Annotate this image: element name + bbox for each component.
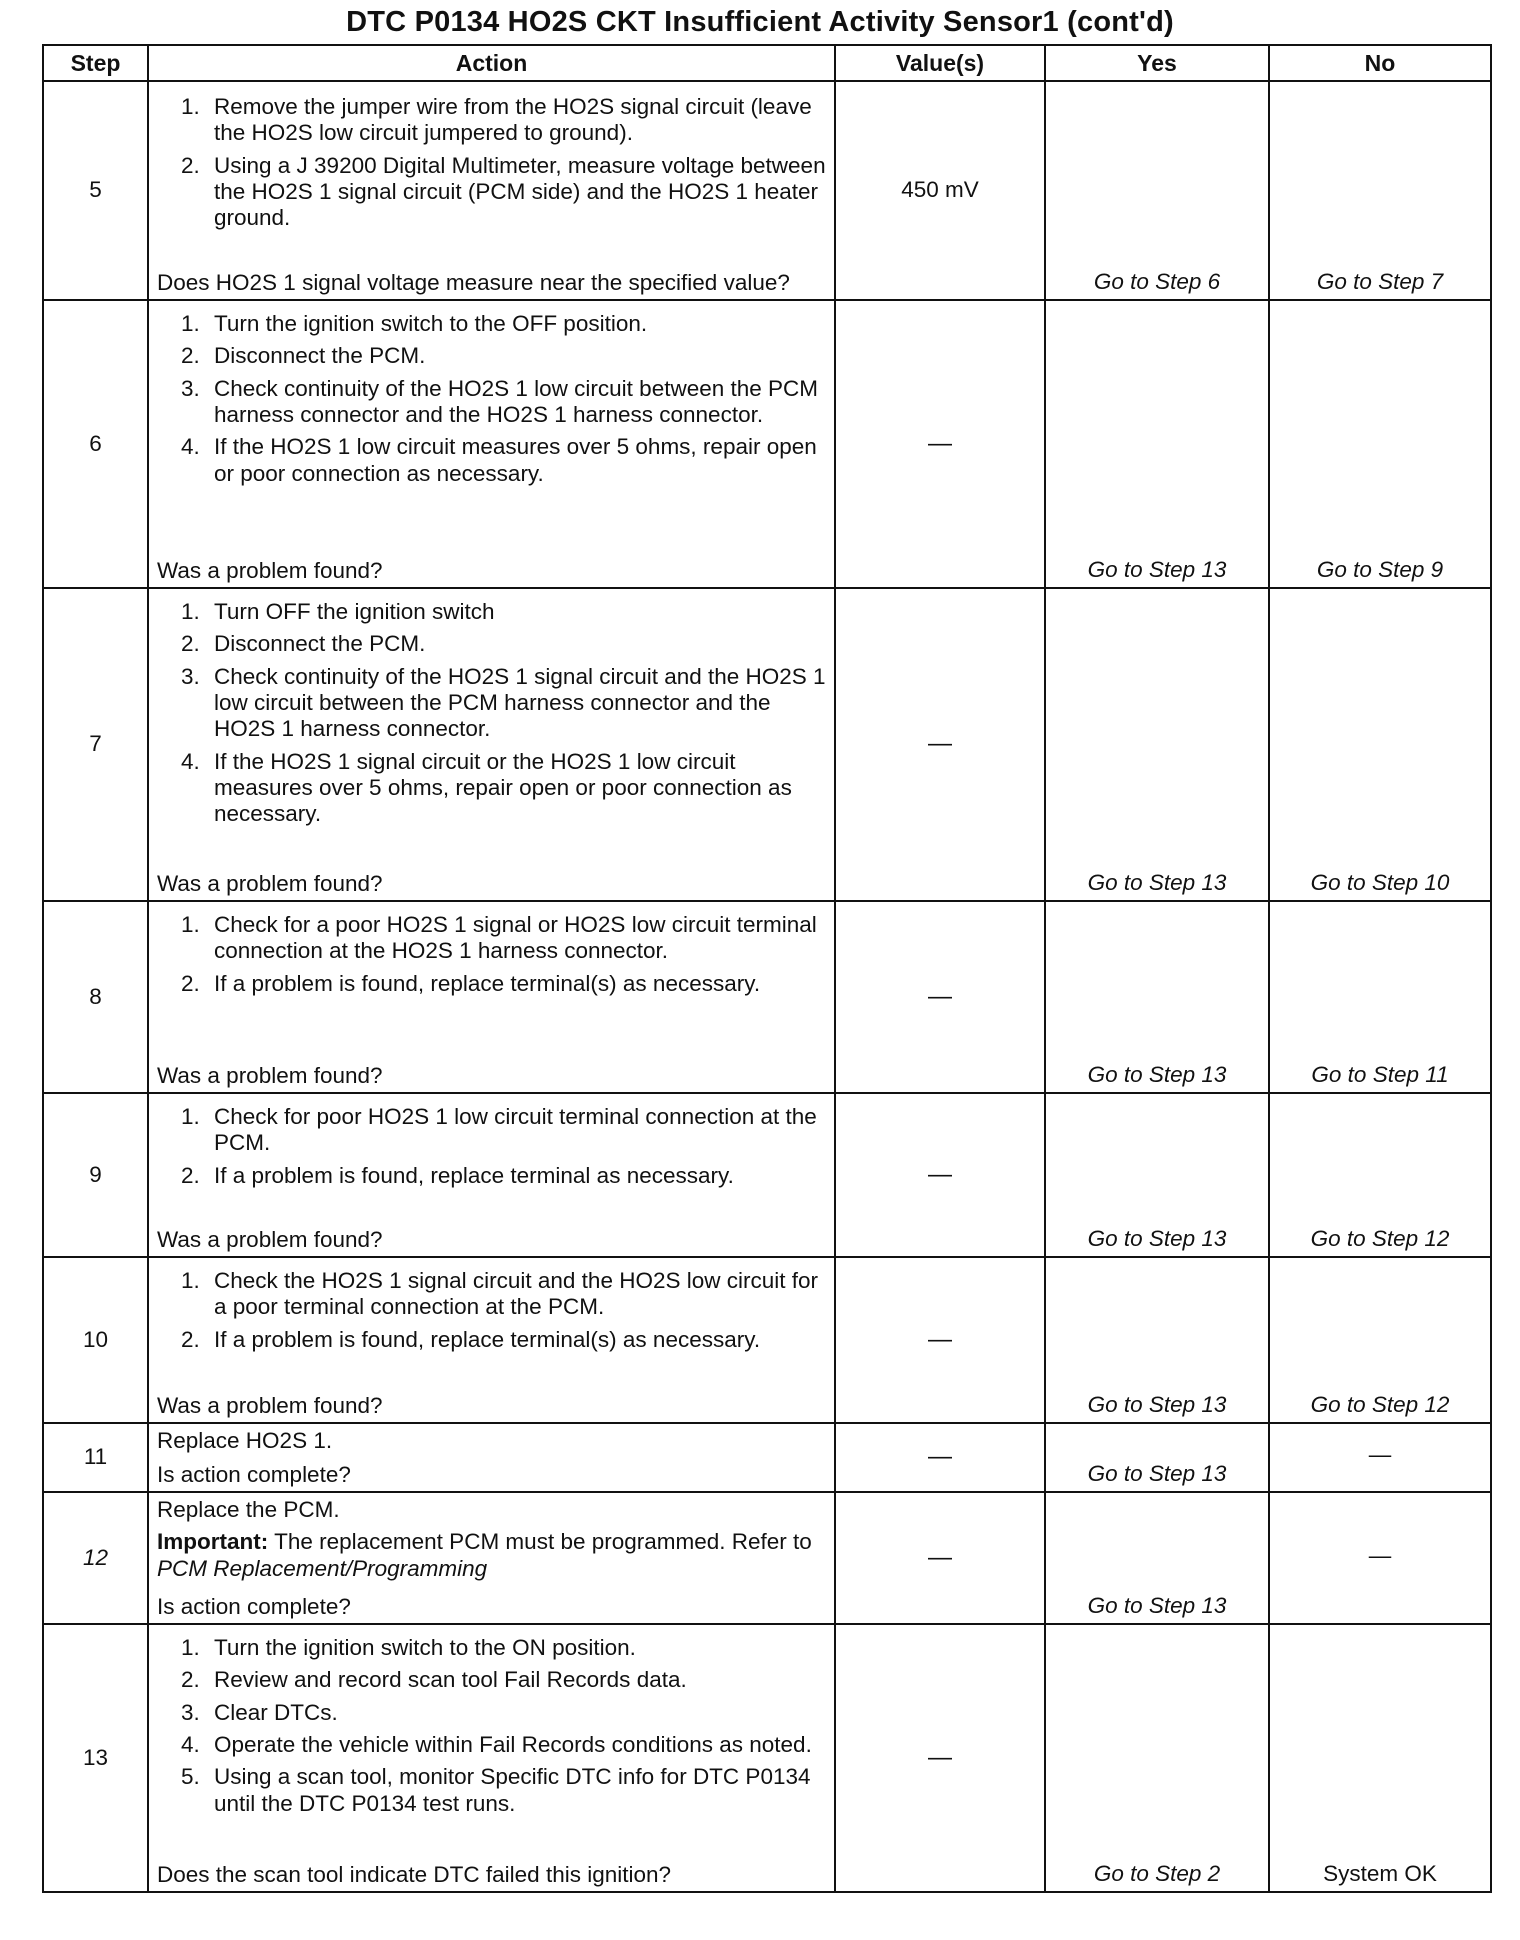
list-item: 1. Check for poor HO2S 1 low circuit terminal connection at the PCM. xyxy=(181,1104,817,1156)
important-label: Important: xyxy=(157,1529,269,1555)
step-number: 8 xyxy=(43,901,148,1093)
table-row xyxy=(43,1492,1491,1624)
table-row xyxy=(43,1093,1491,1257)
value-cell: — xyxy=(835,1624,1045,1892)
value-cell: — xyxy=(835,901,1045,1093)
step-number: 9 xyxy=(43,1093,148,1257)
action-question: Was a problem found? xyxy=(157,1226,383,1252)
step-number: 5 xyxy=(43,81,148,300)
yes-outcome: Go to Step 13 xyxy=(1045,1257,1269,1423)
table-row xyxy=(43,300,1491,588)
step-number: 10 xyxy=(43,1257,148,1423)
step-number: 11 xyxy=(43,1423,148,1492)
value-cell: — xyxy=(835,1492,1045,1624)
action-question: Was a problem found? xyxy=(157,1392,383,1418)
header-action: Action xyxy=(148,45,835,81)
action-question: Is action complete? xyxy=(157,1461,351,1487)
action-steps xyxy=(157,311,826,493)
action-question: Is action complete? xyxy=(157,1593,351,1619)
yes-outcome: Go to Step 6 xyxy=(1045,81,1269,300)
list-item: 2. If a problem is found, replace terminal(s) as necessary. xyxy=(181,970,761,996)
list-item: 5. Using a scan tool, monitor Specific DTC info for DTC P0134 until the DTC P0134 test runs. xyxy=(181,1764,811,1816)
diagnostic-table xyxy=(42,44,1492,1893)
list-item: 1. Turn the ignition switch to the OFF position. xyxy=(181,311,648,336)
important-text: The replacement PCM must be programmed. Refer to xyxy=(268,1529,812,1555)
list-item: 2. If a problem is found, replace terminal(s) as necessary. xyxy=(181,1326,761,1352)
action-question: Does the scan tool indicate DTC failed this ignition? xyxy=(157,1861,672,1887)
list-item: 2. If a problem is found, replace terminal as necessary. xyxy=(181,1162,734,1188)
table-row xyxy=(43,901,1491,1093)
list-item: 2. Using a J 39200 Digital Multimeter, measure voltage between the HO2S 1 signal circuit (PCM side) and the HO2S 1 heater ground. xyxy=(181,152,826,231)
table-header-row xyxy=(43,45,1491,81)
no-outcome: Go to Step 12 xyxy=(1269,1093,1491,1257)
header-step: Step xyxy=(43,45,148,81)
yes-outcome: Go to Step 13 xyxy=(1045,588,1269,901)
yes-outcome: Go to Step 13 xyxy=(1045,1093,1269,1257)
list-item: 1. Check the HO2S 1 signal circuit and the HO2S low circuit for a poor terminal connection at the PCM. xyxy=(181,1268,819,1320)
list-item: 3. Check continuity of the HO2S 1 low circuit between the PCM harness connector and the HO2S 1 harness connector. xyxy=(181,375,819,427)
table-row xyxy=(43,588,1491,901)
header-yes: Yes xyxy=(1045,45,1269,81)
table-row xyxy=(43,1257,1491,1423)
action-steps xyxy=(157,1635,826,1823)
table-row xyxy=(43,1624,1491,1892)
action-cell xyxy=(148,1093,835,1257)
action-steps xyxy=(157,1268,826,1359)
header-value: Value(s) xyxy=(835,45,1045,81)
step-number: 7 xyxy=(43,588,148,901)
table-row xyxy=(43,81,1491,300)
action-cell xyxy=(148,1423,835,1492)
step-number: 6 xyxy=(43,300,148,588)
no-outcome: — xyxy=(1269,1492,1491,1624)
action-cell xyxy=(148,901,835,1093)
value-cell: 450 mV xyxy=(835,81,1045,300)
list-item: 1. Turn OFF the ignition switch xyxy=(181,599,495,624)
list-item: 4. If the HO2S 1 signal circuit or the HO2S 1 low circuit measures over 5 ohms, repair open or poor connection as necessary. xyxy=(181,748,792,827)
no-outcome: Go to Step 11 xyxy=(1269,901,1491,1093)
value-cell: — xyxy=(835,588,1045,901)
value-cell: — xyxy=(835,1423,1045,1492)
yes-outcome: Go to Step 13 xyxy=(1045,1492,1269,1624)
no-outcome: Go to Step 12 xyxy=(1269,1257,1491,1423)
action-steps xyxy=(157,599,826,834)
action-text: Replace the PCM. xyxy=(157,1497,340,1522)
action-question: Was a problem found? xyxy=(157,1062,383,1088)
no-outcome: Go to Step 9 xyxy=(1269,300,1491,588)
yes-outcome: Go to Step 13 xyxy=(1045,901,1269,1093)
no-outcome: Go to Step 10 xyxy=(1269,588,1491,901)
header-no: No xyxy=(1269,45,1491,81)
list-item: 2. Disconnect the PCM. xyxy=(181,343,426,369)
table-row xyxy=(43,1423,1491,1492)
list-item: 2. Review and record scan tool Fail Records data. xyxy=(181,1667,687,1693)
action-cell xyxy=(148,588,835,901)
action-cell xyxy=(148,81,835,300)
value-cell: — xyxy=(835,1093,1045,1257)
list-item: 3. Check continuity of the HO2S 1 signal circuit and the HO2S 1 low circuit between the PCM harness connector and the HO2S 1 harness connector. xyxy=(181,663,826,742)
no-outcome: Go to Step 7 xyxy=(1269,81,1491,300)
action-question: Does HO2S 1 signal voltage measure near the specified value? xyxy=(157,269,790,295)
action-text: Replace HO2S 1. xyxy=(157,1428,333,1453)
list-item: 1. Turn the ignition switch to the ON position. xyxy=(181,1635,636,1660)
list-item: 1. Check for a poor HO2S 1 signal or HO2S low circuit terminal connection at the HO2S 1 harness connector. xyxy=(181,912,817,964)
yes-outcome: Go to Step 2 xyxy=(1045,1624,1269,1892)
reference-link: PCM Replacement/Programming xyxy=(157,1555,488,1581)
action-cell xyxy=(148,300,835,588)
page-title: DTC P0134 HO2S CKT Insufficient Activity Sensor1 (cont'd) xyxy=(346,6,1174,38)
list-item: 1. Remove the jumper wire from the HO2S signal circuit (leave the HO2S low circuit jumpered to ground). xyxy=(181,94,812,146)
action-question: Was a problem found? xyxy=(157,870,383,896)
important-note xyxy=(157,1529,826,1582)
no-outcome: — xyxy=(1269,1423,1491,1492)
yes-outcome: Go to Step 13 xyxy=(1045,300,1269,588)
list-item: 2. Disconnect the PCM. xyxy=(181,631,426,657)
action-steps xyxy=(157,1104,826,1195)
list-item: 3. Clear DTCs. xyxy=(181,1699,338,1725)
yes-outcome: Go to Step 13 xyxy=(1045,1423,1269,1492)
value-cell: — xyxy=(835,1257,1045,1423)
no-outcome: System OK xyxy=(1269,1624,1491,1892)
action-cell xyxy=(148,1257,835,1423)
action-steps xyxy=(157,912,826,1003)
action-question: Was a problem found? xyxy=(157,557,383,583)
step-number: 13 xyxy=(43,1624,148,1892)
action-cell xyxy=(148,1492,835,1624)
list-item: 4. If the HO2S 1 low circuit measures over 5 ohms, repair open or poor connection as necessary. xyxy=(181,434,817,486)
action-cell xyxy=(148,1624,835,1892)
action-steps xyxy=(157,94,826,238)
value-cell: — xyxy=(835,300,1045,588)
step-number: 12 xyxy=(43,1492,148,1624)
list-item: 4. Operate the vehicle within Fail Records conditions as noted. xyxy=(181,1731,812,1757)
